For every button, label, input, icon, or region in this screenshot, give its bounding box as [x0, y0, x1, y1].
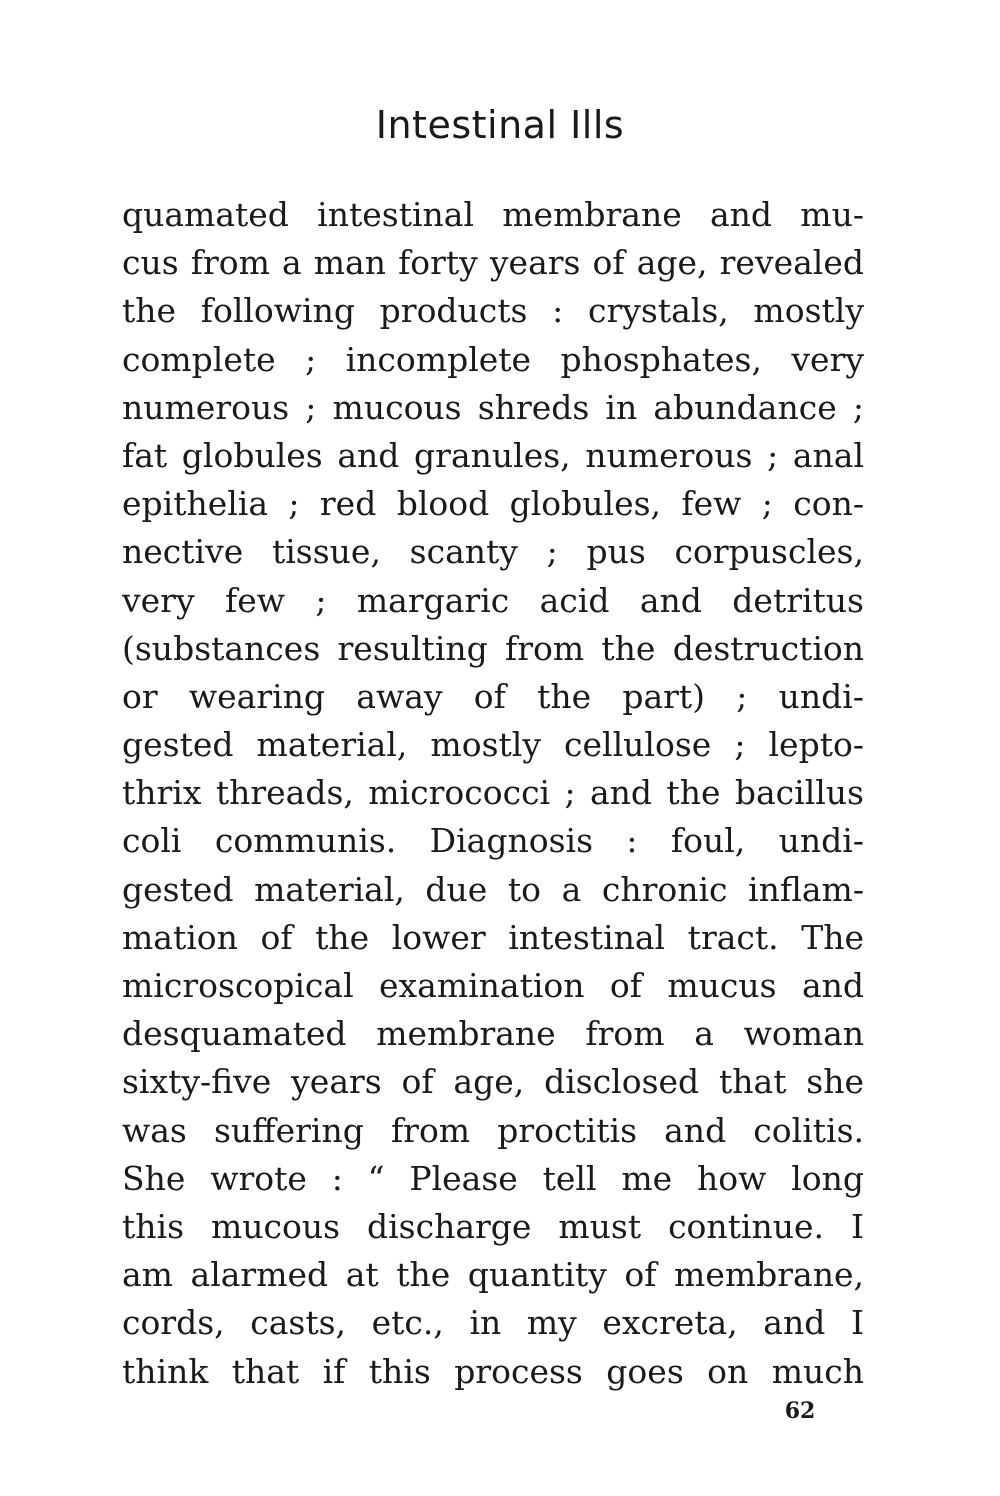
text-line: microscopical examination of mucus and [122, 966, 864, 1005]
text-line: think that if this process goes on much [122, 1351, 864, 1391]
page-number: 62 [784, 1398, 816, 1424]
text-line: cus from a man forty years of age, revealed [122, 243, 864, 283]
text-line: (substances resulting from the destruction [122, 628, 864, 668]
text-line: quamated intestinal membrane and mu- [122, 195, 864, 234]
text-line: She wrote : “ Please tell me how long [122, 1158, 864, 1198]
text-line: coli communis. Diagnosis : foul, undi- [122, 821, 864, 861]
text-line: this mucous discharge must continue. I [122, 1206, 864, 1246]
text-line: very few ; margaric acid and detritus [122, 580, 864, 620]
text-line: was suffering from proctitis and colitis. [122, 1110, 864, 1150]
running-head: Intestinal Ills [375, 103, 625, 147]
text-line: sixty-five years of age, disclosed that she [122, 1062, 864, 1102]
text-line: epithelia ; red blood globules, few ; con- [122, 484, 864, 524]
text-line: am alarmed at the quantity of membrane, [122, 1255, 864, 1295]
body-text [122, 191, 864, 1396]
text-line: mation of the lower intestinal tract. The [122, 917, 864, 957]
text-line: nective tissue, scanty ; pus corpuscles, [122, 532, 864, 572]
text-line: fat globules and granules, numerous ; anal [122, 435, 864, 475]
text-line: gested material, mostly cellulose ; lepto- [122, 725, 864, 765]
text-line: gested material, due to a chronic inflam- [122, 869, 864, 909]
text-line: numerous ; mucous shreds in abundance ; [122, 387, 864, 427]
text-line: thrix threads, micrococci ; and the bacillus [122, 773, 864, 813]
text-line: or wearing away of the part) ; undi- [122, 676, 864, 716]
text-line: complete ; incomplete phosphates, very [122, 339, 864, 379]
text-line: the following products : crystals, mostly [122, 291, 864, 331]
text-line: cords, casts, etc., in my excreta, and I [122, 1303, 864, 1343]
text-line: desquamated membrane from a woman [122, 1014, 864, 1054]
